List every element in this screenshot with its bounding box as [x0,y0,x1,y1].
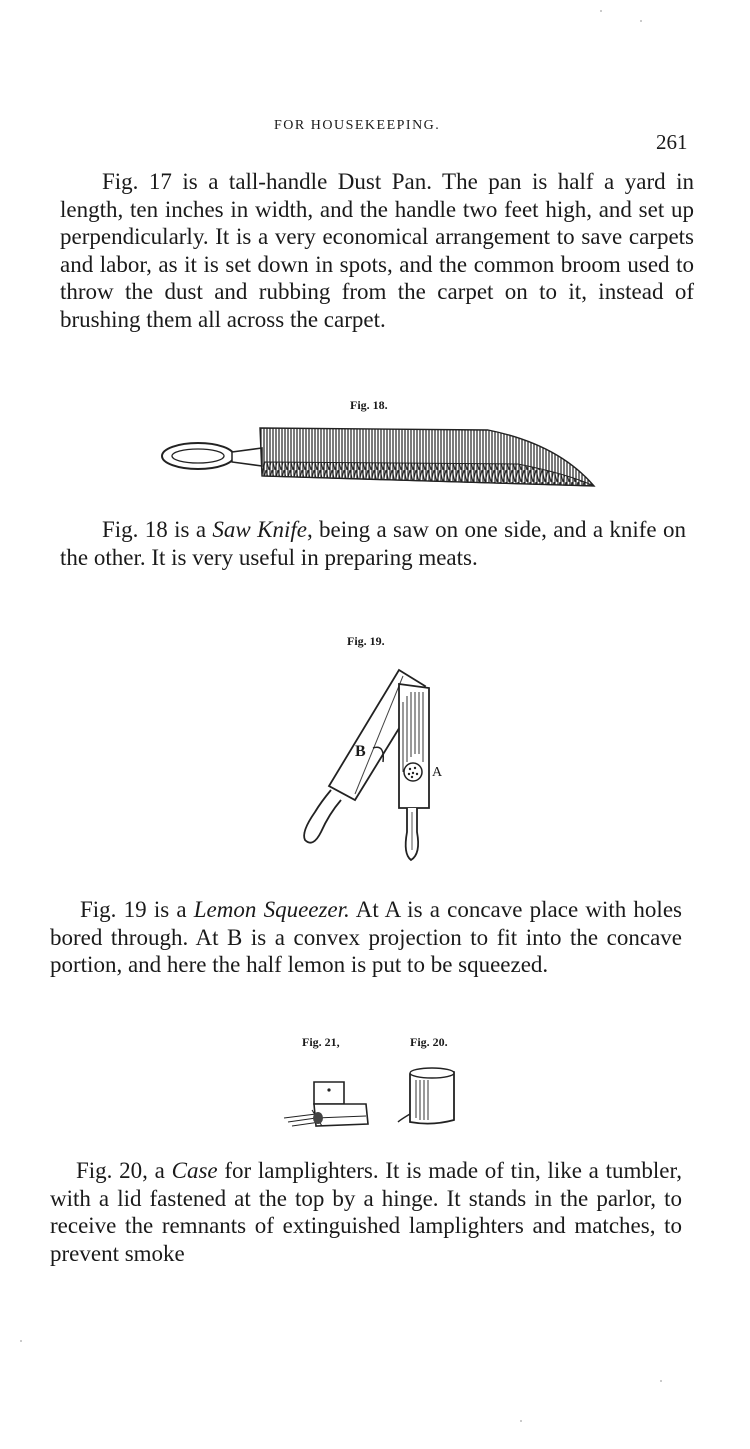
paper-speck [640,20,642,22]
fig19-term: Lemon Squeezer. [193,897,350,922]
fig18-rest: , being a saw on one side, and a knife on the other. It is very useful in preparing meats. [60,517,686,570]
fig19-lead: Fig. 19 is a [80,897,194,922]
fig18-term: Saw Knife [212,517,307,542]
paper-speck [520,1420,522,1422]
paper-speck [600,10,602,12]
page-number: 261 [656,130,688,154]
fig19-rest: At A is a concave place with holes bored through. At B is a convex projection to fit into the concave portion, and here the half lemon is put to be squeezed. [50,897,682,977]
lamplighter-case-illustration [396,1064,466,1132]
paragraph-fig17 [60,168,694,333]
fig19-label-b: B [355,743,366,760]
paragraph-fig18 [60,516,686,571]
fig20-caption: Fig. 20. [410,1035,448,1049]
lamplighter-box-illustration [282,1074,377,1134]
fig20-lead: Fig. 20, a [76,1158,172,1183]
fig20-rest: for lamplighters. It is made of tin, like a tumbler, with a lid fastened at the top by a hinge. It stands in the parlor, to receive the remnants of extinguished lamplighters and matches, to prevent smoke [50,1158,682,1266]
paragraph-fig20 [50,1157,682,1267]
running-head: FOR HOUSEKEEPING. [274,118,441,133]
fig20-term: Case [171,1158,218,1183]
paragraph-fig17-text: Fig. 17 is a tall-handle Dust Pan. The pan is half a yard in length, ten inches in width, and the handle two feet high, and set up perpendicularly. It is a very economical arrangement to save carpets and labor, as it is set down in spots, and the common broom used to throw the dust and rubbing from the carpet on to it, instead of brushing them all across the carpet. [60,169,694,332]
fig21-caption: Fig. 21, [302,1035,340,1049]
fig18-lead: Fig. 18 is a [102,517,213,542]
fig19-caption: Fig. 19. [347,634,385,648]
paragraph-fig19 [50,896,682,979]
saw-knife-illustration [158,422,598,494]
paper-speck [660,1380,662,1382]
fig18-caption: Fig. 18. [350,398,388,412]
paper-speck [20,1340,22,1342]
page-header [0,118,750,158]
fig19-label-a: A [432,765,443,780]
